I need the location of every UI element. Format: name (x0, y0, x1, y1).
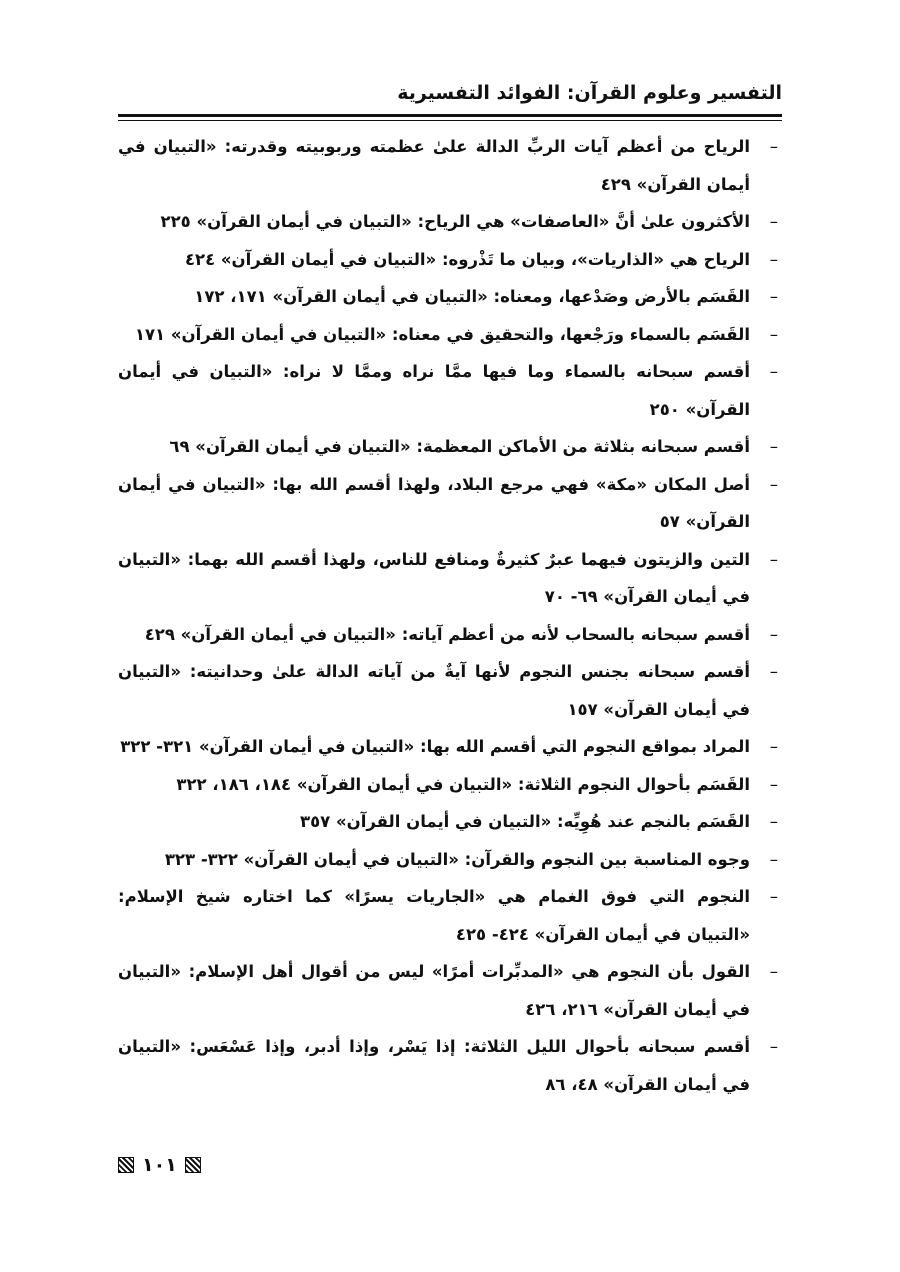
entry-text: الأكثرون علىٰ أنَّ «العاصفات» هي الرياح: «التبيان في أيمان القرآن» ٢٢٥ (160, 212, 750, 231)
index-entry (118, 616, 782, 654)
ornament-icon (118, 1157, 134, 1173)
dash-bullet: – (769, 624, 778, 644)
dash-bullet: – (769, 887, 778, 906)
dash-bullet: – (769, 662, 778, 681)
entry-text: أقسم سبحانه بجنس النجوم لأنها آيةٌ من آياته الدالة علىٰ وحدانيته: «التبيان في أيمان القرآن» ١٥٧ (118, 662, 750, 719)
index-entries (118, 128, 782, 1103)
index-entry (118, 803, 782, 841)
entry-text: أقسم سبحانه بالسحاب لأنه من أعظم آياته: «التبيان في أيمان القرآن» ٤٢٩ (144, 624, 750, 644)
index-entry (118, 541, 782, 616)
dash-bullet: – (769, 774, 778, 794)
dash-bullet: – (769, 1037, 778, 1056)
entry-text: القَسَم بالسماء ورَجْعها، والتحقيق في معناه: «التبيان في أيمان القرآن» ١٧١ (134, 324, 750, 344)
header-rule-thin (118, 120, 782, 121)
index-entry (118, 278, 782, 316)
index-entry (118, 241, 782, 279)
dash-bullet: – (769, 962, 778, 981)
index-entry (118, 728, 782, 766)
entry-text: أقسم سبحانه بثلاثة من الأماكن المعظمة: «التبيان في أيمان القرآن» ٦٩ (169, 437, 750, 456)
dash-bullet: – (769, 212, 778, 231)
index-entry (118, 1028, 782, 1103)
ornament-icon (185, 1157, 201, 1173)
entry-text: المراد بمواقع النجوم التي أقسم الله بها: «التبيان في أيمان القرآن» ٣٢١- ٣٢٢ (120, 737, 750, 756)
dash-bullet: – (769, 849, 778, 869)
entry-text: الرياح من أعظم آيات الربِّ الدالة علىٰ عظمته وربوبيته وقدرته: «التبيان في أيمان القرآن» ٤٢٩ (118, 137, 750, 194)
dash-bullet: – (769, 549, 778, 569)
index-entry (118, 316, 782, 354)
index-entry (118, 203, 782, 241)
index-entry (118, 353, 782, 428)
index-entry (118, 766, 782, 804)
dash-bullet: – (769, 362, 778, 381)
index-entry (118, 428, 782, 466)
index-entry (118, 653, 782, 728)
entry-text: أقسم سبحانه بالسماء وما فيها ممَّا نراه وممَّا لا نراه: «التبيان في أيمان القرآن» ٢٥٠ (118, 362, 750, 419)
entry-text: النجوم التي فوق الغمام هي «الجاريات يسرًا» كما اختاره شيخ الإسلام: «التبيان في أيمان القرآن» ٤٢٤- ٤٢٥ (118, 887, 750, 944)
index-entry (118, 128, 782, 203)
index-entry (118, 953, 782, 1028)
dash-bullet: – (769, 737, 778, 756)
running-header: التفسير وعلوم القرآن: الفوائد التفسيرية (397, 82, 782, 104)
entry-text: القول بأن النجوم هي «المدبِّرات أمرًا» ليس من أقوال أهل الإسلام: «التبيان في أيمان القرآن» ٢١٦، ٤٢٦ (118, 962, 750, 1019)
dash-bullet: – (769, 437, 778, 456)
page-number: ١٠١ (142, 1154, 177, 1176)
dash-bullet: – (769, 812, 778, 831)
entry-text: القَسَم بالنجم عند هُوِيِّه: «التبيان في أيمان القرآن» ٣٥٧ (300, 812, 750, 831)
dash-bullet: – (769, 324, 778, 344)
dash-bullet: – (769, 249, 778, 269)
entry-text: القَسَم بالأرض وصَدْعها، ومعناه: «التبيان في أيمان القرآن» ١٧١، ١٧٢ (194, 287, 750, 306)
entry-text: وجوه المناسبة بين النجوم والقرآن: «التبيان في أيمان القرآن» ٣٢٢- ٣٢٣ (164, 849, 750, 869)
index-entry (118, 466, 782, 541)
entry-text: التين والزيتون فيهما عبرٌ كثيرةٌ ومنافع للناس، ولهذا أقسم الله بهما: «التبيان في أيمان القرآن» ٦٩- ٧٠ (118, 549, 750, 606)
entry-text: القَسَم بأحوال النجوم الثلاثة: «التبيان في أيمان القرآن» ١٨٤، ١٨٦، ٣٢٢ (176, 774, 750, 794)
entry-text: أقسم سبحانه بأحوال الليل الثلاثة: إذا يَسْر، وإذا أدبر، وإذا عَسْعَس: «التبيان في أيمان القرآن» ٤٨، ٨٦ (118, 1037, 750, 1094)
dash-bullet: – (769, 474, 778, 494)
entry-text: أصل المكان «مكة» فهي مرجع البلاد، ولهذا أقسم الله بها: «التبيان في أيمان القرآن» ٥٧ (118, 474, 750, 531)
dash-bullet: – (769, 287, 778, 306)
dash-bullet: – (769, 137, 778, 156)
page-footer (118, 1150, 201, 1180)
index-entry (118, 878, 782, 953)
index-entry (118, 841, 782, 879)
entry-text: الرياح هي «الذاريات»، وبيان ما تَذْروه: «التبيان في أيمان القرآن» ٤٢٤ (184, 249, 750, 269)
header-rule-thick (118, 114, 782, 117)
